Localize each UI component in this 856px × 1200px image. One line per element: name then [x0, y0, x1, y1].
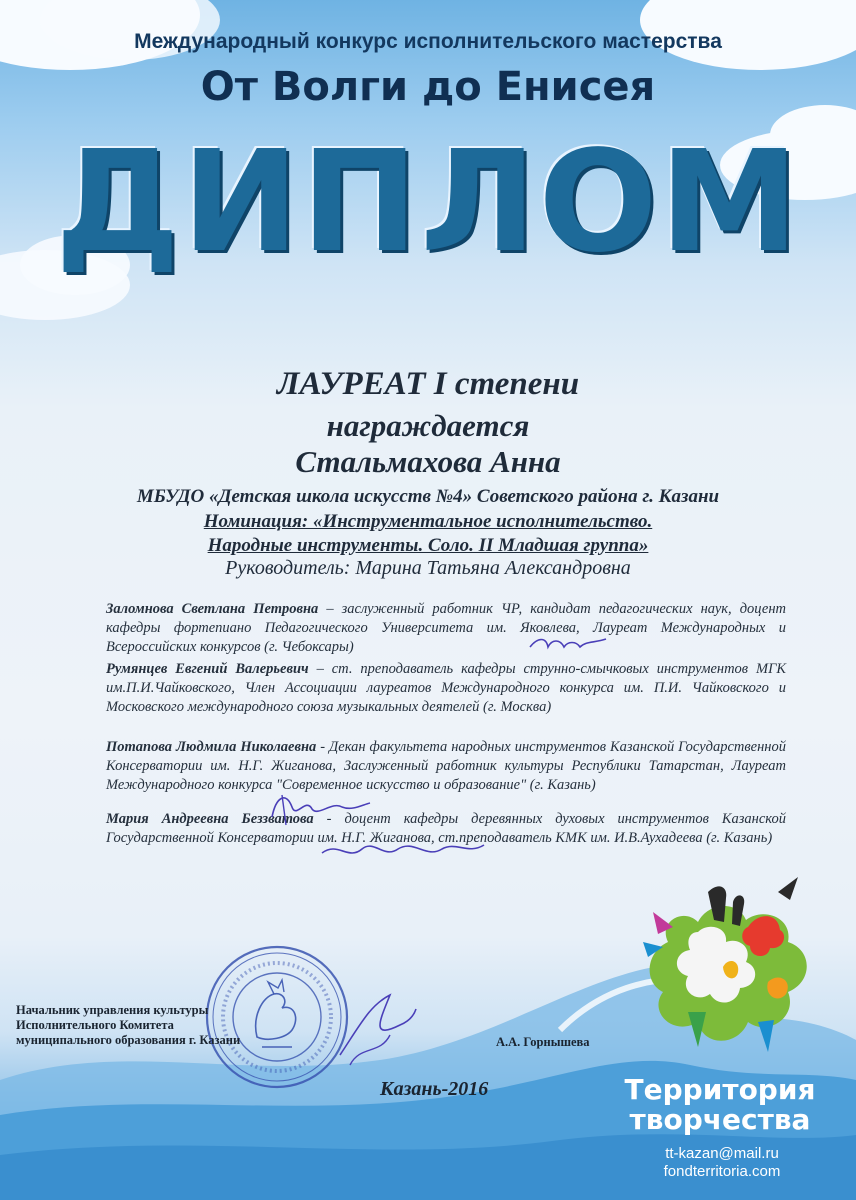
official-title: [16, 1003, 240, 1048]
diploma-heading: ДИПЛОМ: [55, 121, 801, 284]
jury-member-name: Мария Андреевна Беззватова: [106, 811, 314, 827]
winner-name: Стальмахова Анна: [295, 444, 561, 479]
jury-member-description: - доцент кафедры деревянных духовых инструментов Казанской Государственной Консерватории им. Н.Г. Жиганова, ст.преподаватель КМК им. И.В.Аухадеева (г. Казань): [106, 811, 786, 846]
brand-logo: [628, 872, 838, 1072]
nomination-line-1: Номинация: «Инструментальное исполнительство.: [203, 511, 653, 532]
jury-member-name: Заломнова Светлана Петровна: [106, 601, 319, 617]
contest-name: От Волги до Енисея: [200, 64, 656, 110]
contest-title: Международный конкурс исполнительского мастерства: [134, 30, 722, 53]
city-year: Казань-2016: [380, 1078, 489, 1100]
official-title-line: Начальник управления культуры: [16, 1003, 209, 1017]
jury-member: [106, 660, 786, 717]
official-title-line: Исполнительного Комитета: [16, 1018, 174, 1032]
brand-email[interactable]: tt-kazan@mail.ru: [665, 1145, 779, 1162]
brand-name-line-1: Территория: [624, 1073, 816, 1106]
awarded-label: награждается: [326, 408, 530, 443]
nomination-line-2: Народные инструменты. Соло. II Младшая группа»: [207, 535, 649, 556]
brand-name-line-2: творчества: [629, 1103, 811, 1136]
jury-member-description: - Декан факультета народных инструментов Казанской Государственной Консерватории им. Н.Г. Жиганова, Заслуженный работник культуры Республики Татарстан, Лауреат Международного конкурса "Современное искусство и образование" (г. Казань): [106, 739, 786, 793]
official-title-line: муниципального образования г. Казани: [16, 1033, 241, 1047]
jury-member-name: Румянцев Евгений Валерьевич: [106, 661, 309, 677]
laureate-degree: ЛАУРЕАТ I степени: [276, 366, 580, 402]
school-name: МБУДО «Детская школа искусств №4» Советского района г. Казани: [136, 486, 720, 507]
signature-2: [262, 787, 372, 832]
leader-name: Руководитель: Марина Татьяна Александровна: [225, 557, 631, 579]
jury-member: [106, 600, 786, 657]
jury-member-description: – заслуженный работник ЧР, кандидат педагогических наук, доцент кафедры фортепиано Педагогического Университета им. Яковлева, Лауреат Международных и Всероссийских конкурсов (г. Чебоксары): [106, 601, 786, 655]
signer-name: А.А. Горнышева: [496, 1035, 590, 1049]
signature-3: [318, 835, 488, 865]
signature-1: [528, 633, 608, 655]
jury-member: [106, 738, 786, 795]
jury-member-description: – ст. преподаватель кафедры струнно-смычковых инструментов МГК им.П.И.Чайковского, Член Ассоциации лауреатов Международного конкурса им. П.И. Чайковского и Московского международного союза музыкальных деятелей (г. Москва): [106, 661, 786, 715]
brand-website[interactable]: fondterritoria.com: [663, 1163, 781, 1180]
jury-member-name: Потапова Людмила Николаевна: [106, 739, 317, 755]
